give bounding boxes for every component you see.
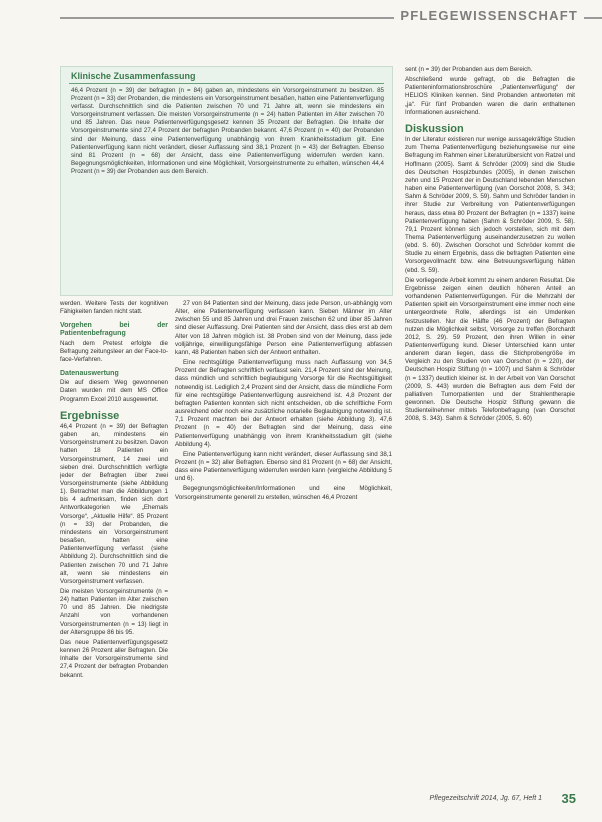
heading-ergebnisse: Ergebnisse (60, 409, 120, 422)
summary-text: 46,4 Prozent (n = 39) der befragten (n = 84) gaben an, mindestens ein Vorsorgeinstrument zu besitzen. 85 Prozent (n = 33) der Probanden, die mindestens ein Vorsorgeinstrument besaßen, hatten eine Patientenverfügung verfasst. Durchschnittlich sind die Patienten zwischen 70 und 71 Jahre alt, wenn sie mindestens ein Vorsorgeinstrument verfassen. Die meisten Vorsorgeinstrumente (n = 24) hatten Patienten im Alter zwischen 70 und 85 Jahren. Das neue Patientenverfügungsgesetz kennen 35 Prozent der Befragten. Die Inhalte der Vorsorgeinstrumente sind 27,4 Prozent der befragten Probanden bekannt. 47,6 Prozent (n = 40) der Probanden sind der Meinung, dass eine Patientenverfügung unabhängig von ihrem Krankheitsstadium gilt. Eine Patientenverfügung kann nicht verändert, dieser Auffassung sind 38,1 Prozent (n = 43) der Befragten. Ebenso sind 81 Prozent (n = 68) der Ansicht, dass eine Patientenverfügung widerrufen werden kann. Begegnungsmöglichkeiten, Informationen und eine Möglichkeit, Vorsorgeinstrumente zu erhalten, wünschen 44,4 Prozent (n = 39) der Probanden aus dem Bereich. (71, 87, 384, 175)
paragraph: Abschließend wurde gefragt, ob die Befragten die Patienteninformationsbroschüre „Patientenverfügung“ der HELIOS Kliniken kennen. Sind Probanden antworteten mit „ja“. Für fünf Probanden waren die darin enthaltenen Informationen ausreichend. (405, 76, 575, 116)
heading-diskussion: Diskussion (405, 122, 464, 135)
column-right (405, 66, 575, 790)
page-header (0, 6, 602, 30)
paragraph: 46,4 Prozent (n = 39) der Befragten gaben an, mindestens ein Vorsorgeinstrument zu besitzen. Davon hatten 18 Patienten ein Vorsorgeinstrument, 14 zwei und sieben drei. Durchschnittlich verfügte jeder der Befragten über zwei Vorsorgeinstrumente (siehe Abbildung 1). Betrachtet man die Abbildungen 1 bis 4 aufmerksam, finden sich dort Antwortkategorien wie „Ehemals Vorsorge“, „Aktuelle Hilfe“. 85 Prozent (n = 33) der Probanden, die mindestens ein Vorsorgeinstrument besaßen, hatten eine Patientenverfügung verfasst (siehe Abbildung 2). Durchschnittlich sind die Patienten zwischen 70 und 71 Jahre alt, wenn sie mindestens ein Vorsorgeinstrument verfassen. (60, 422, 168, 585)
subheading-datenauswertung: Datenauswertung (60, 370, 119, 378)
paragraph: Das neue Patientenverfügungsgesetz kennen 26 Prozent aller Befragten. Die Inhalte der Vorsorgeinstrumente sind 27,4 Prozent der befragten Probanden bekannt. (60, 638, 168, 679)
paragraph: Die vorliegende Arbeit kommt zu einem anderen Resultat. Die Ergebnisse zeigen einen deutlich höheren Anteil an vorhandenen Patientenverfügungen. Für die Mehrzahl der Patienten spielt ein Vorsorgeinstrument eine immer noch eine untergeordnete Rolle, allerdings ist ein Umdenken festzustellen. Nur die Hälfte (46 Prozent) der Befragten nutzen die Möglichkeit selbst, Vorsorge zu treffen (Borchardt 2012, S. 29). 59 Prozent, den ihren Willen in einer Patientenverfügung kund. Dieser Unterschied kann unter anderem daran liegen, dass die Stichprobengröße im Vergleich zu den Studien von van Oorschot (n = 220), der Deutschen Hospiz Stiftung (n = 1007) und Sahm & Schröder (n = 1337) deutlich kleiner ist. In der Arbeit von Van Oorschot (2009, S. 443) wurden die Befragten aus dem Feld der palliativen Tumorpatienten und der Strahlentherapie gewonnen. Die Deutsche Hospiz Stiftung gewann die Studienteilnehmer mittels Telefonbefragung (van Oorschot 2008, S. 343). Sahm & Schröder (2005, S. 60) (405, 276, 575, 423)
paragraph: In der Literatur existieren nur wenige aussagekräftige Studien zum Thema Patientenverfügung beziehungsweise nur eine Befragung im Rahmen einer Literaturübersicht von Ratzel und Hoffmann (2005). Samt & Schröder (2009) sind die Studie des Deutschen Hospizbundes (2005), in denen zwischen zehn und 15 Prozent der in Deutschland lebenden Menschen haben eine Patientenverfügung (van Oorschot 2008, S. 343; Sahm & Schröder 2009, S. 59). Sahm und Schröder fanden in ihrer Studie zur Verbreitung von Patientenverfügungen heraus, dass etwa 80 Prozent der Befragten (n = 1337) keine Patientenverfügung haben (Sahm & Schröder 2009, S. 58). 79,1 Prozent können sich jedoch vorstellen, sich mit dem Thema Patientenverfügung auseinanderzusetzen zu wollen (ebd. S. 60). Zwischen Oorschot und Schröder kommt die Studie zu einem Ergebnis, dass die befragten Patienten eine Vorsorgevollmacht bzw. eine Betreuungsverfügung hätten (ebd. S. 59). (405, 136, 575, 274)
paragraph: Die meisten Vorsorgeinstrumente (n = 24) hatten Patienten im Alter zwischen 70 und 85 Jahren. Die niedrigste Anzahl von vorhandenen Vorsorgeinstrumenten (n = 13) liegt in der Altersgruppe 86 bis 95. (60, 588, 168, 636)
page-footer (380, 793, 576, 807)
paragraph: sent (n = 39) der Probanden aus dem Bereich. (405, 66, 533, 73)
subheading-befragung: Vorgehen bei der Patientenbefragung (60, 322, 168, 338)
paragraph: Nach dem Pretest erfolgte die Befragung zeitungsleer an der Face-to-face-Verfahren. (60, 339, 168, 363)
summary-box (60, 66, 393, 296)
summary-title: Klinische Zusammenfassung (71, 71, 196, 81)
paragraph: Begegnungsmöglichkeiten/Informationen und eine Möglichkeit, Vorsorgeinstrumente generell zu erstellen, wünschen 46,4 Prozent (175, 485, 392, 501)
paragraph: Eine rechtsgültige Patientenverfügung muss nach Auffassung von 34,5 Prozent der Befragten schriftlich verfasst sein. 21,4 Prozent sind der Meinung, dass mündlich und schriftlich beglaubigung Vorsorge für die Rechtsgültigkeit notwendig ist. Lediglich 2,4 Prozent sind der Ansicht, dass die mündliche Form für eine rechtsgültige Patientenverfügung ausreichend ist. 4,8 Prozent der befragten Patienten konnten sich nicht entscheiden, ob die schriftliche Form ausreichend oder noch eine zusätzliche notarielle Beglaubigung notwendig ist. 7,1 Prozent machten bei der Antwort erhalten (siehe Abbildung 3). 47,6 Prozent (n = 40) der Befragten sind der Meinung, dass eine Patientenverfügung unabhängig von ihrem Krankheitsstadium gilt (siehe Abbildung 4). (175, 359, 392, 448)
paragraph: Eine Patientenverfügung kann nicht verändert, dieser Auffassung sind 38,1 Prozent (n = 32) aller Befragten. Ebenso sind 81 Prozent (n = 68) der Ansicht, dass eine Patientenverfügung widerrufen werden kann (vergleiche Abbildung 5 und 6). (175, 450, 392, 483)
journal-citation: Pflegezeitschrift 2014, Jg. 67, Heft 1 (429, 795, 542, 802)
page-number: 35 (561, 791, 576, 806)
paragraph: Die auf diesem Weg gewonnenen Daten wurden mit dem MS Office Programm Excel 2010 ausgewertet. (60, 379, 168, 403)
summary-rule (69, 83, 384, 84)
column-left (60, 300, 168, 790)
paragraph: werden. Weitere Tests der kognitiven Fähigkeiten fanden nicht statt. (60, 300, 168, 316)
paragraph: 27 von 84 Patienten sind der Meinung, dass jede Person, un-abhängig vom Alter, eine Patientenverfügung verfassen kann. Sieben Männer im Alter zwischen 55 und 85 Jahren und drei Frauen zwischen 62 und über 85 Jahren sind dieser Auffassung. Drei Patienten sind der Ansicht, dass dies erst ab dem Alter von 18 Jahren möglich ist. 38 Proben sind von der Meinung, dass jede volljährige, einwilligungsfähige Person eine Patientenverfügung abfassen kann, 48 Patienten haben sich der Antwort enthalten. (175, 300, 392, 356)
section-label: PFLEGEWISSENSCHAFT (394, 8, 584, 23)
column-middle (175, 300, 392, 790)
